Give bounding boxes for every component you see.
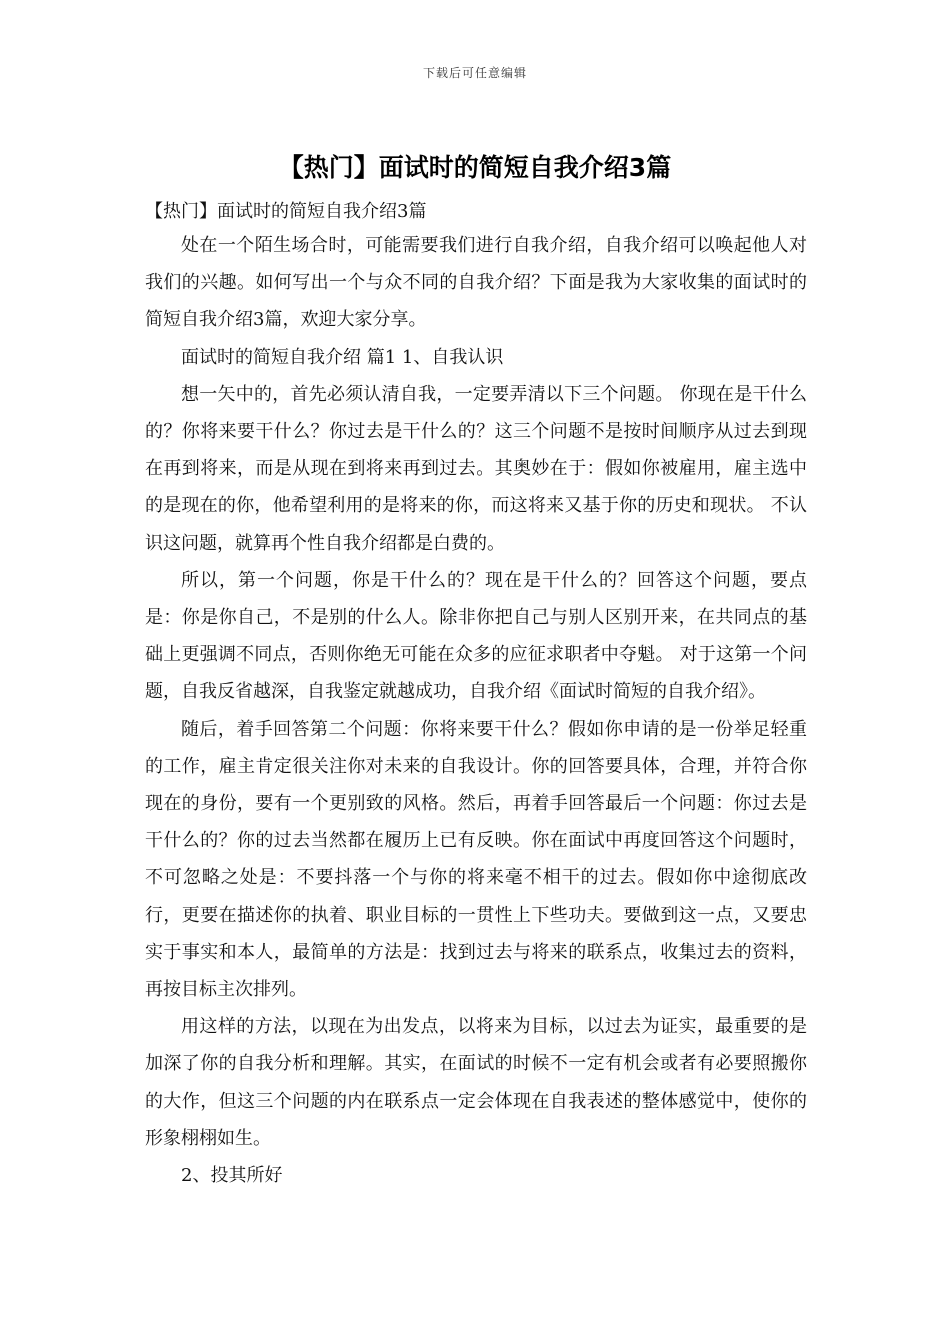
document-title: 【热门】面试时的简短自我介绍3篇	[278, 153, 672, 182]
body-paragraph: 用这样的方法，以现在为出发点，以将来为目标，以过去为证实，最重要的是加深了你的自我分析和理解。其实，在面试的时候不一定有机会或者有必要照搬你的大作，但这三个问题的内在联系点一定会体现在自我表述的整体感觉中，使你的形象栩栩如生。	[145, 1016, 807, 1149]
body-paragraph: 随后，着手回答第二个问题：你将来要干什么？假如你申请的是一份举足轻重的工作，雇主肯定很关注你对未来的自我设计。你的回答要具体，合理，并符合你现在的身份，要有一个更别致的风格。然后，再着手回答最后一个问题：你过去是干什么的？你的过去当然都在履历上已有反映。你在面试中再度回答这个问题时，不可忽略之处是：不要抖落一个与你的将来毫不相干的过去。假如你中途彻底改行，更要在描述你的执着、职业目标的一贯性上下些功夫。要做到这一点，又要忠实于事实和本人，最简单的方法是：找到过去与将来的联系点，收集过去的资料，再按目标主次排列。	[145, 718, 807, 1001]
body-paragraph: 所以，第一个问题，你是干什么的？现在是干什么的？回答这个问题，要点是：你是你自己，不是别的什么人。除非你把自己与别人区别开来，在共同点的基础上更强调不同点，否则你绝无可能在众多的应征求职者中夺魁。 对于这第一个问题，自我反省越深，自我鉴定就越成功，自我介绍《面试时简短的自我介绍》。	[145, 569, 807, 703]
subtitle-paragraph: 【热门】面试时的简短自我介绍3篇	[145, 201, 427, 222]
header-note: 下载后可任意编辑	[422, 66, 527, 80]
section-heading-1: 面试时的简短自我介绍 篇1 1、自我认识	[181, 346, 504, 368]
section-heading-2: 2、投其所好	[181, 1165, 283, 1187]
intro-paragraph: 处在一个陌生场合时，可能需要我们进行自我介绍，自我介绍可以唤起他人对我们的兴趣。如何写出一个与众不同的自我介绍？下面是我为大家收集的面试时的简短自我介绍3篇，欢迎大家分享。	[145, 235, 807, 331]
document-body	[145, 196, 807, 1194]
body-paragraph: 想一矢中的，首先必须认清自我，一定要弄清以下三个问题。 你现在是干什么的？你将来要干什么？你过去是干什么的？这三个问题不是按时间顺序从过去到现在再到将来，而是从现在到将来再到过去。其奥妙在于：假如你被雇用，雇主选中的是现在的你，他希望利用的是将来的你，而这将来又基于你的历史和现状。 不认识这问题，就算再个性自我介绍都是白费的。	[145, 383, 807, 554]
